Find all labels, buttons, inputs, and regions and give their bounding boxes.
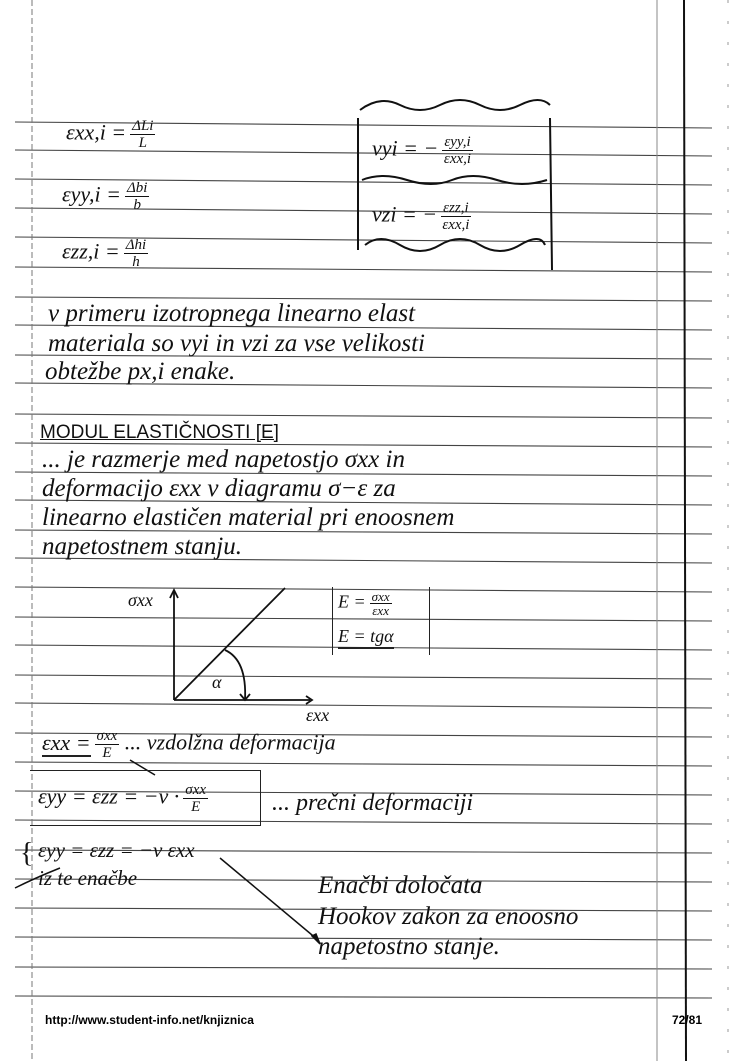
longitudinal-strain	[42, 728, 336, 761]
transverse-label: ... prečni deformaciji	[272, 790, 474, 816]
poisson-lhs: νzi = −	[372, 201, 438, 227]
fraction	[442, 134, 472, 167]
denominator: h	[132, 254, 140, 270]
y-axis-label: σxx	[128, 590, 153, 610]
denominator: εxx,i	[442, 217, 470, 233]
poisson-z	[372, 200, 471, 233]
page-number: 72/81	[672, 1013, 703, 1027]
paragraph2-line: napetostnem stanju.	[42, 533, 242, 560]
strain-lhs: εzz,i =	[62, 238, 120, 264]
strain-def-xx	[66, 118, 155, 151]
fraction	[441, 200, 471, 233]
paragraph2-line: ... je razmerje med napetostjo σxx in	[42, 446, 405, 473]
strain-def-zz	[62, 237, 148, 270]
paragraph1-line: v primeru izotropnega linearno elast	[48, 300, 416, 327]
numerator: Δhi	[125, 237, 147, 253]
footer-url[interactable]: http://www.student-info.net/knjiznica	[45, 1013, 254, 1027]
paragraph2-line: linearno elastičen material pri enoosnem	[42, 504, 455, 531]
formula-lhs: εyy = εzz = −ν ·	[38, 783, 180, 809]
fraction	[95, 728, 120, 761]
modulus-tangent-formula: E = tgα	[338, 626, 394, 649]
hooke-note-line: napetostno stanje.	[318, 933, 500, 960]
formula-lhs: E =	[338, 591, 366, 612]
numerator: ΔLi	[132, 118, 154, 134]
paragraph2-line: deformacijo εxx v diagramu σ−ε za	[42, 475, 396, 502]
poisson-lhs: νyi = −	[372, 135, 439, 161]
denominator: εxx	[372, 603, 389, 618]
strain-lhs: εxx,i =	[66, 119, 127, 145]
numerator: εyy,i	[444, 134, 471, 150]
poisson-y	[372, 134, 473, 167]
denominator: L	[138, 135, 147, 151]
paragraph1-line: materiala so νyi in νzi za vse velikosti	[48, 330, 426, 357]
angle-label: α	[212, 672, 222, 692]
fraction	[370, 590, 392, 617]
numerator: σxx	[96, 728, 118, 744]
hooke-note-line: Hookov zakon za enoosno	[318, 903, 579, 930]
numerator: σxx	[371, 589, 390, 604]
strain-def-yy	[62, 180, 149, 213]
denominator: E	[191, 799, 201, 815]
hooke-note-line: Enačbi določata	[318, 872, 483, 899]
formula-label: ... vzdolžna deformacija	[124, 729, 336, 755]
fraction	[183, 782, 208, 815]
denominator: E	[102, 745, 112, 761]
formula-lhs: εxx =	[42, 729, 91, 755]
fraction	[124, 237, 148, 270]
strain-lhs: εyy,i =	[62, 181, 121, 207]
brace-icon: {	[20, 838, 34, 869]
modulus-formula	[338, 590, 392, 617]
numerator: Δbi	[126, 180, 148, 196]
numerator: σxx	[185, 782, 207, 798]
paragraph1-line: obtežbe px,i enake.	[45, 358, 236, 385]
fraction	[130, 118, 155, 151]
denominator: b	[133, 197, 141, 213]
denominator: εxx,i	[443, 151, 472, 167]
bracket-note-line: iz te enačbe	[38, 866, 138, 890]
section-heading: MODUL ELASTIČNOSTI [E]	[40, 422, 279, 443]
x-axis-label: εxx	[306, 705, 330, 725]
fraction	[125, 180, 149, 213]
transverse-strain	[38, 782, 208, 815]
bracket-note-line: εyy = εzz = −ν εxx	[38, 838, 195, 862]
numerator: εzz,i	[443, 200, 469, 216]
